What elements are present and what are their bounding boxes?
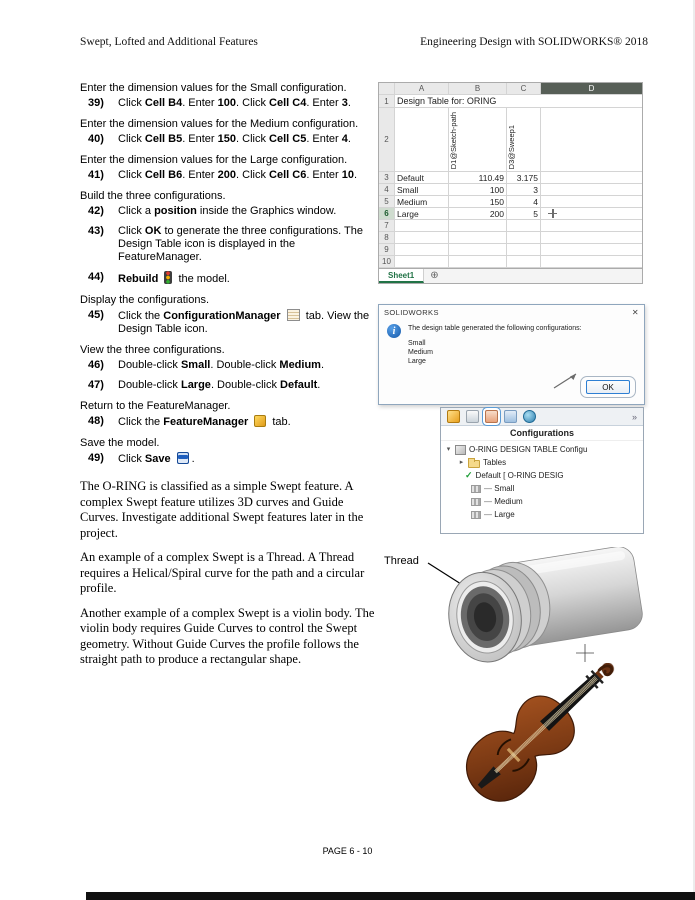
dialog-body bbox=[379, 320, 644, 366]
body-paragraph: The O-RING is classified as a simple Swept feature. A complex Swept feature utilizes 3D curves and Guide Curves. Investigate additional Swept features later in the project. bbox=[80, 479, 364, 540]
violin-figure bbox=[428, 663, 648, 815]
step-text bbox=[118, 415, 380, 429]
text-run: Small bbox=[180, 359, 211, 371]
tables-label: Tables bbox=[483, 458, 507, 467]
excel-design-table bbox=[378, 82, 643, 284]
table-row-10 bbox=[379, 256, 642, 268]
text-run bbox=[281, 310, 284, 322]
text-run: . Click bbox=[236, 97, 270, 109]
solidworks-dialog bbox=[378, 304, 645, 405]
text-run: Click bbox=[118, 169, 145, 181]
design-table-title-cell[interactable]: Design Table for: ORING bbox=[395, 95, 642, 108]
column-header-row bbox=[379, 83, 642, 95]
table-row-7 bbox=[379, 220, 642, 232]
sweep-value-cell-6[interactable]: 5 bbox=[507, 208, 541, 220]
text-run: to generate the three configurations. The Design Table icon is displayed in the FeatureManager. bbox=[118, 225, 363, 263]
dialog-titlebar bbox=[379, 305, 644, 320]
sweep-value-cell-8[interactable] bbox=[507, 232, 541, 244]
rotated-header-sketch-path: D1@Sketch-path bbox=[449, 111, 458, 169]
header-left-title: Swept, Lofted and Additional Features bbox=[80, 36, 258, 48]
generated-configuration: Large bbox=[408, 358, 426, 365]
caret-down-icon[interactable]: ▾ bbox=[446, 446, 451, 453]
table-row-6 bbox=[379, 208, 642, 220]
text-run: . bbox=[354, 169, 358, 181]
text-run: FeatureManager bbox=[163, 416, 249, 428]
text-run: . Double-click bbox=[210, 379, 281, 391]
step-44 bbox=[80, 271, 380, 286]
configuration-item-medium[interactable] bbox=[441, 495, 643, 508]
cell-d4[interactable] bbox=[541, 184, 642, 196]
step-text bbox=[118, 271, 380, 286]
body-paragraphs bbox=[80, 479, 380, 668]
step-46 bbox=[80, 359, 380, 372]
text-run: . Enter bbox=[182, 97, 218, 109]
instruction-lead: Build the three configurations. bbox=[80, 190, 226, 202]
page-number: PAGE 6 - 10 bbox=[322, 846, 373, 856]
step-number: 46) bbox=[88, 359, 104, 371]
column-header-c[interactable]: C bbox=[507, 83, 541, 95]
config-name-cell-9[interactable] bbox=[395, 244, 449, 256]
table-row-1 bbox=[379, 95, 642, 108]
table-row-5 bbox=[379, 196, 642, 208]
text-run: tab. View the Design Table icon. bbox=[118, 310, 370, 335]
dimxpertmanager-tab-icon[interactable] bbox=[504, 410, 517, 423]
step-text bbox=[118, 379, 380, 392]
configurationmanager-icon bbox=[287, 309, 300, 321]
propertymanager-tab-icon[interactable] bbox=[466, 410, 479, 423]
configuration-item-label: — Large bbox=[484, 510, 643, 519]
ok-callout bbox=[580, 376, 636, 398]
tree-root-label: O-RING DESIGN TABLE Configu bbox=[469, 445, 588, 454]
cell-c2[interactable] bbox=[507, 108, 541, 172]
configuration-item-label: — Medium bbox=[484, 497, 643, 506]
instruction-lead: Enter the dimension values for the Small configuration. bbox=[80, 82, 347, 94]
sheet-tab-sheet1[interactable]: Sheet1 bbox=[379, 269, 424, 283]
step-number: 47) bbox=[88, 379, 104, 391]
cell-d2[interactable] bbox=[541, 108, 642, 172]
step-41 bbox=[80, 169, 380, 182]
threaded-cylinder bbox=[442, 547, 646, 665]
generated-configurations-list bbox=[408, 339, 582, 366]
path-value-cell-3[interactable]: 110.49 bbox=[449, 172, 507, 184]
path-value-cell-4[interactable]: 100 bbox=[449, 184, 507, 196]
dialog-title: SOLIDWORKS bbox=[384, 308, 439, 317]
configuration-item-label: — Small bbox=[484, 484, 643, 493]
text-run: . Enter bbox=[182, 169, 218, 181]
text-run: Large bbox=[180, 379, 211, 391]
config-name-cell-8[interactable] bbox=[395, 232, 449, 244]
dialog-message: The design table generated the following configurations: bbox=[408, 325, 582, 332]
step-number: 41) bbox=[88, 169, 104, 181]
manager-tab-bar bbox=[441, 408, 643, 426]
text-run: Medium bbox=[279, 359, 321, 371]
text-run: Click bbox=[118, 453, 145, 465]
text-run: 200 bbox=[217, 169, 237, 181]
violin-body bbox=[453, 663, 634, 814]
row-header-2[interactable]: 2 bbox=[379, 108, 395, 172]
excel-grid bbox=[379, 83, 642, 268]
centerline-mark-icon bbox=[576, 644, 594, 662]
step-text bbox=[118, 205, 380, 218]
text-run: tab. bbox=[269, 416, 291, 428]
text-run: the model. bbox=[175, 273, 230, 285]
table-row-3 bbox=[379, 172, 642, 184]
step-text bbox=[118, 225, 380, 264]
text-run: Cell C5 bbox=[269, 133, 307, 145]
instruction-lead: Enter the dimension values for the Large configuration. bbox=[80, 154, 348, 166]
sweep-value-cell-10[interactable] bbox=[507, 256, 541, 268]
text-run: . bbox=[320, 359, 325, 371]
instruction-lead: Save the model. bbox=[80, 437, 160, 449]
path-value-cell-7[interactable] bbox=[449, 220, 507, 232]
step-number: 45) bbox=[88, 309, 104, 321]
row-header-8[interactable]: 8 bbox=[379, 232, 395, 244]
config-name-cell-7[interactable] bbox=[395, 220, 449, 232]
add-sheet-icon[interactable]: ⊕ bbox=[430, 270, 439, 281]
config-name-cell-3[interactable]: Default bbox=[395, 172, 449, 184]
part-icon bbox=[455, 445, 466, 455]
path-value-cell-10[interactable] bbox=[449, 256, 507, 268]
row-header-7[interactable]: 7 bbox=[379, 220, 395, 232]
config-name-cell-5[interactable]: Medium bbox=[395, 196, 449, 208]
step-45 bbox=[80, 309, 380, 336]
save-icon bbox=[177, 452, 189, 464]
close-icon[interactable]: ✕ bbox=[631, 308, 639, 317]
step-text bbox=[118, 169, 380, 182]
cell-a2[interactable] bbox=[395, 108, 449, 172]
step-number: 43) bbox=[88, 225, 104, 237]
thread-figure bbox=[380, 547, 648, 665]
step-39 bbox=[80, 97, 380, 110]
text-run: Double-click bbox=[118, 359, 181, 371]
configurationmanager-tab-icon[interactable] bbox=[485, 410, 498, 423]
text-run bbox=[171, 453, 174, 465]
thread-callout-label: Thread bbox=[384, 555, 419, 567]
row-header-5[interactable]: 5 bbox=[379, 196, 395, 208]
configuration-state-icon bbox=[471, 511, 481, 519]
table-row-4 bbox=[379, 184, 642, 196]
violin-3d-image bbox=[428, 663, 648, 815]
step-43 bbox=[80, 225, 380, 264]
path-value-cell-9[interactable] bbox=[449, 244, 507, 256]
text-run: . Enter bbox=[306, 169, 342, 181]
generated-configuration: Medium bbox=[408, 349, 433, 356]
table-row-9 bbox=[379, 244, 642, 256]
cell-d8[interactable] bbox=[541, 232, 642, 244]
step-42 bbox=[80, 205, 380, 218]
row-header-3[interactable]: 3 bbox=[379, 172, 395, 184]
text-run: . bbox=[317, 379, 321, 391]
path-value-cell-5[interactable]: 150 bbox=[449, 196, 507, 208]
text-run: . bbox=[191, 453, 195, 465]
body-paragraph: An example of a complex Swept is a Thread. A Thread requires a Helical/Spiral curve for the path and a circular profile. bbox=[80, 550, 365, 595]
active-check-icon: ✓ bbox=[465, 470, 473, 480]
step-40 bbox=[80, 133, 380, 146]
text-run: . Enter bbox=[306, 97, 342, 109]
body-paragraph: Another example of a complex Swept is a violin body. The violin body requires Guide Curves to control the Swept geometry. Without Guide Curves the profile follows the straight path to produce a rectangular shape. bbox=[80, 605, 375, 666]
path-value-cell-6[interactable]: 200 bbox=[449, 208, 507, 220]
dialog-text bbox=[408, 324, 582, 366]
step-48 bbox=[80, 415, 380, 429]
featuremanager-tab-icon[interactable] bbox=[447, 410, 460, 423]
table-row-8 bbox=[379, 232, 642, 244]
row-header-4[interactable]: 4 bbox=[379, 184, 395, 196]
text-run: 4 bbox=[341, 133, 348, 145]
config-name-cell-6[interactable]: Large bbox=[395, 208, 449, 220]
displaymanager-tab-icon[interactable] bbox=[523, 410, 536, 423]
column-header-b[interactable]: B bbox=[449, 83, 507, 95]
step-47 bbox=[80, 379, 380, 392]
sweep-value-cell-9[interactable] bbox=[507, 244, 541, 256]
configurations-header: Configurations bbox=[441, 426, 643, 441]
text-run: Click bbox=[118, 133, 145, 145]
instruction-lead: Display the configurations. bbox=[80, 294, 210, 306]
row-header-9[interactable]: 9 bbox=[379, 244, 395, 256]
dialog-footer bbox=[580, 376, 636, 398]
tree-root-item[interactable] bbox=[441, 443, 643, 456]
row-header-6[interactable]: 6 bbox=[379, 208, 395, 220]
step-text bbox=[118, 133, 380, 146]
step-text bbox=[118, 97, 380, 110]
text-run: . Click bbox=[236, 169, 270, 181]
row-header-10[interactable]: 10 bbox=[379, 256, 395, 268]
text-run: ConfigurationManager bbox=[163, 310, 281, 322]
step-number: 48) bbox=[88, 415, 104, 427]
text-run: . bbox=[347, 97, 351, 109]
tree-default-configuration[interactable] bbox=[441, 469, 643, 482]
step-number: 40) bbox=[88, 133, 104, 145]
column-header-d[interactable]: D bbox=[541, 83, 642, 95]
select-all-corner[interactable] bbox=[379, 83, 395, 95]
text-run: position bbox=[154, 205, 197, 217]
cell-d5[interactable] bbox=[541, 196, 642, 208]
configuration-items bbox=[441, 482, 643, 521]
sweep-value-cell-5[interactable]: 4 bbox=[507, 196, 541, 208]
text-run: . Enter bbox=[306, 133, 342, 145]
row-header-1[interactable]: 1 bbox=[379, 95, 395, 108]
instruction-lead: Return to the FeatureManager. bbox=[80, 400, 231, 412]
step-49 bbox=[80, 452, 380, 466]
text-run: . Click bbox=[236, 133, 270, 145]
header-right-title: Engineering Design with SOLIDWORKS® 2018 bbox=[420, 36, 648, 48]
text-run: . Double-click bbox=[210, 359, 280, 371]
info-icon: i bbox=[387, 324, 401, 338]
cell-b2[interactable] bbox=[449, 108, 507, 172]
text-run: Default bbox=[280, 379, 318, 391]
caret-right-icon[interactable]: ▸ bbox=[459, 459, 464, 466]
step-number: 49) bbox=[88, 452, 104, 464]
config-name-cell-4[interactable]: Small bbox=[395, 184, 449, 196]
cursor-arrow-icon bbox=[552, 370, 582, 390]
sweep-value-cell-3[interactable]: 3.175 bbox=[507, 172, 541, 184]
path-value-cell-8[interactable] bbox=[449, 232, 507, 244]
cell-d6[interactable] bbox=[541, 208, 642, 220]
column-header-a[interactable]: A bbox=[395, 83, 449, 95]
text-run: Click the bbox=[118, 310, 164, 322]
rebuild-icon bbox=[164, 271, 172, 284]
text-run: . bbox=[347, 133, 351, 145]
generated-configuration: Small bbox=[408, 340, 426, 347]
table-row-2 bbox=[379, 108, 642, 172]
scan-artifact-bar bbox=[86, 892, 695, 900]
text-run: Double-click bbox=[118, 379, 181, 391]
step-number: 42) bbox=[88, 205, 104, 217]
step-number: 44) bbox=[88, 271, 104, 283]
text-run bbox=[248, 416, 251, 428]
sheet-tab-bar bbox=[379, 268, 642, 283]
sweep-value-cell-4[interactable]: 3 bbox=[507, 184, 541, 196]
text-run: Cell B6 bbox=[144, 169, 183, 181]
tables-folder-icon bbox=[468, 460, 480, 468]
text-run: Rebuild bbox=[118, 273, 159, 285]
configuration-state-icon bbox=[471, 485, 481, 493]
text-run: Click bbox=[118, 97, 145, 109]
thread-3d-image bbox=[380, 547, 648, 665]
text-run: Click a bbox=[118, 205, 155, 217]
text-run: . Enter bbox=[182, 133, 218, 145]
text-run bbox=[158, 273, 161, 285]
instruction-lead: View the three configurations. bbox=[80, 344, 225, 356]
text-run: 150 bbox=[217, 133, 237, 145]
text-run: 3 bbox=[341, 97, 348, 109]
configuration-state-icon bbox=[471, 498, 481, 506]
text-run: Cell C6 bbox=[269, 169, 307, 181]
tree-tables-item[interactable] bbox=[441, 456, 643, 469]
instruction-lead: Enter the dimension values for the Medium configuration. bbox=[80, 118, 359, 130]
configuration-tree bbox=[441, 441, 643, 521]
text-run: Click the bbox=[118, 416, 164, 428]
rotated-header-sweep: D3@Sweep1 bbox=[507, 124, 516, 169]
configuration-item-large[interactable] bbox=[441, 508, 643, 521]
ok-button[interactable]: OK bbox=[586, 380, 630, 394]
instruction-list bbox=[80, 82, 380, 466]
text-run: OK bbox=[144, 225, 162, 237]
excel-cell-cursor-icon bbox=[548, 209, 557, 218]
cell-d7[interactable] bbox=[541, 220, 642, 232]
cell-d9[interactable] bbox=[541, 244, 642, 256]
text-run: inside the Graphics window. bbox=[196, 205, 337, 217]
step-text bbox=[118, 309, 380, 336]
step-text bbox=[118, 452, 380, 466]
cell-d10[interactable] bbox=[541, 256, 642, 268]
text-run: 100 bbox=[217, 97, 237, 109]
sweep-value-cell-7[interactable] bbox=[507, 220, 541, 232]
text-run: Cell B4 bbox=[144, 97, 183, 109]
text-run: Cell C4 bbox=[269, 97, 307, 109]
chevron-right-icon[interactable]: » bbox=[631, 411, 637, 422]
text-run: Save bbox=[144, 453, 171, 465]
text-run: 10 bbox=[341, 169, 355, 181]
text-run: Click bbox=[118, 225, 145, 237]
left-text-column bbox=[80, 82, 380, 677]
config-name-cell-10[interactable] bbox=[395, 256, 449, 268]
text-run: Cell B5 bbox=[144, 133, 183, 145]
step-text bbox=[118, 359, 380, 372]
default-configuration-label: Default [ O-RING DESIG bbox=[475, 471, 564, 480]
page-header bbox=[80, 36, 648, 48]
cell-d3[interactable] bbox=[541, 172, 642, 184]
step-number: 39) bbox=[88, 97, 104, 109]
configuration-manager-panel bbox=[440, 407, 644, 534]
configuration-item-small[interactable] bbox=[441, 482, 643, 495]
featuremanager-icon bbox=[254, 415, 266, 427]
